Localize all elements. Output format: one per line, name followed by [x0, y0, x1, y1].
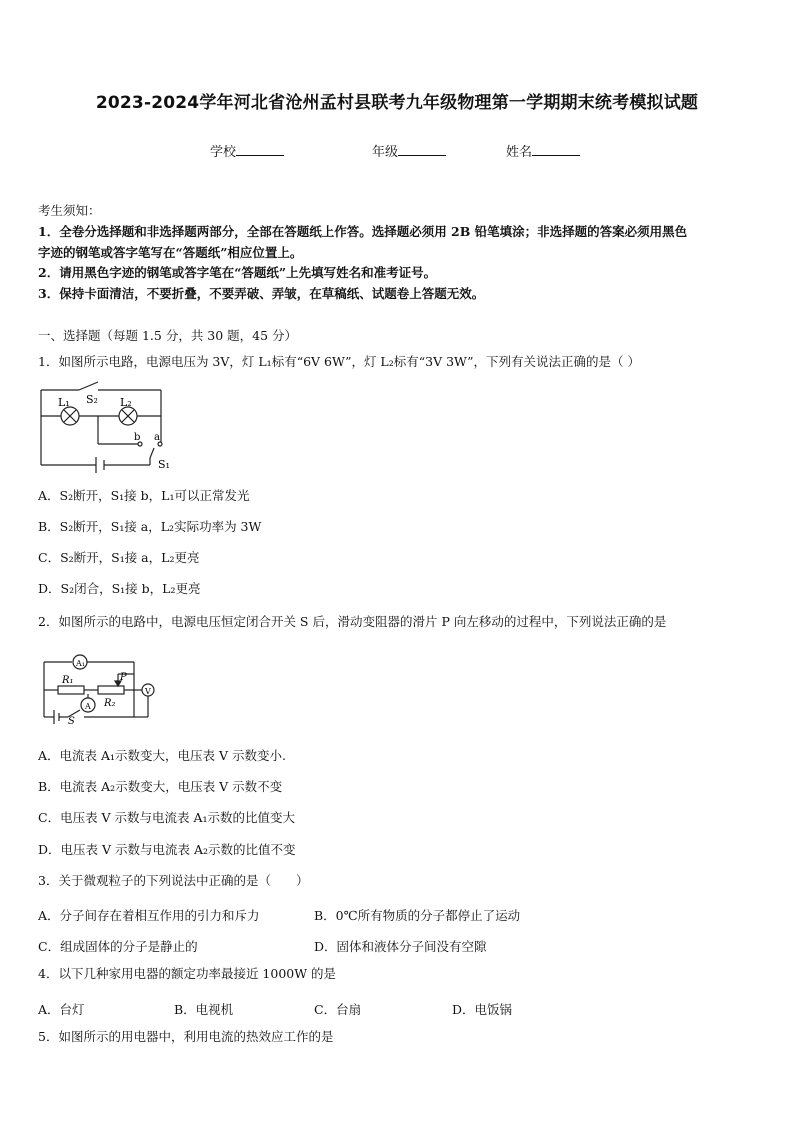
grade-field — [372, 141, 446, 160]
q2-stem: 2．如图所示的电路中，电源电压恒定闭合开关 S 后，滑动变阻器的滑片 P 向左移动的过程中，下列说法正确的是 — [38, 614, 667, 629]
q2-label-v: V — [145, 687, 151, 696]
section-heading: 一、选择题（每题 1.5 分，共 30 题，45 分） — [38, 328, 298, 343]
q2-label-s: S — [68, 716, 75, 724]
q4-option-a[interactable]: A．台灯 — [38, 1002, 85, 1017]
q2-option-d[interactable]: D．电压表 V 示数与电流表 A₂示数的比值不变 — [38, 842, 296, 857]
q3-option-b[interactable]: B．0℃所有物质的分子都停止了运动 — [314, 908, 521, 923]
school-label: 学校 — [210, 145, 237, 160]
notice-item-3: 3．保持卡面清洁，不要折叠，不要弄破、弄皱，在草稿纸、试题卷上答题无效。 — [38, 286, 485, 301]
q1-stem: 1．如图所示电路，电源电压为 3V，灯 L₁标有“6V 6W”，灯 L₂标有“3V 3W”，下列有关说法正确的是（ ） — [38, 354, 640, 369]
q2-option-c[interactable]: C．电压表 V 示数与电流表 A₁示数的比值变大 — [38, 810, 296, 825]
school-blank[interactable] — [236, 143, 284, 156]
q1-option-d[interactable]: D．S₂闭合，S₁接 b，L₂更亮 — [38, 581, 201, 596]
q3-option-a[interactable]: A．分子间存在着相互作用的引力和斥力 — [38, 908, 260, 923]
grade-blank[interactable] — [398, 143, 446, 156]
name-blank[interactable] — [532, 143, 580, 156]
school-field — [210, 141, 284, 160]
q4-option-c[interactable]: C．台扇 — [314, 1002, 362, 1017]
q1-circuit-figure — [36, 378, 176, 476]
q2-circuit-figure — [38, 650, 156, 724]
q2-option-a[interactable]: A．电流表 A₁示数变大，电压表 V 示数变小. — [38, 748, 286, 763]
q2-label-a1: A₁ — [76, 659, 85, 668]
q4-stem: 4．以下几种家用电器的额定功率最接近 1000W 的是 — [38, 966, 337, 981]
q1-label-l1: L₁ — [58, 396, 70, 409]
q2-label-a2: A — [85, 702, 91, 711]
q1-label-b: b — [134, 432, 141, 443]
name-field — [506, 141, 580, 160]
exam-title: 2023-2024学年河北省沧州孟村县联考九年级物理第一学期期末统考模拟试题 — [95, 93, 699, 113]
q1-label-l2: L₂ — [120, 396, 132, 409]
notice-item-1-cont: 字迹的钢笔或答字笔写在“答题纸”相应位置上。 — [38, 245, 303, 260]
q4-option-b[interactable]: B．电视机 — [174, 1002, 234, 1017]
q1-option-a[interactable]: A．S₂断开，S₁接 b，L₁可以正常发光 — [38, 488, 250, 503]
q2-option-b[interactable]: B．电流表 A₂示数变大，电压表 V 示数不变 — [38, 779, 283, 794]
q3-stem: 3．关于微观粒子的下列说法中正确的是（ ） — [38, 873, 309, 888]
q1-label-s2: S₂ — [86, 393, 98, 406]
q3-option-d[interactable]: D．固体和液体分子间没有空隙 — [314, 939, 487, 954]
q1-label-s1: S₁ — [158, 458, 170, 471]
q5-stem: 5．如图所示的用电器中，利用电流的热效应工作的是 — [38, 1029, 334, 1044]
q2-label-r2: R₂ — [104, 698, 116, 709]
q3-option-c[interactable]: C．组成固体的分子是静止的 — [38, 939, 198, 954]
q1-option-c[interactable]: C．S₂断开，S₁接 a，L₂更亮 — [38, 550, 200, 565]
notice-heading: 考生须知： — [38, 203, 101, 218]
notice-item-2: 2．请用黑色字迹的钢笔或答字笔在“答题纸”上先填写姓名和准考证号。 — [38, 265, 437, 280]
q2-label-r1: R₁ — [62, 675, 74, 686]
notice-item-1: 1．全卷分选择题和非选择题两部分，全部在答题纸上作答。选择题必须用 2B 铅笔填涂；非选择题的答案必须用黑色 — [38, 224, 688, 239]
grade-label: 年级 — [372, 145, 399, 160]
q1-label-a: a — [154, 432, 160, 443]
q2-label-p: P — [120, 672, 127, 683]
q4-option-d[interactable]: D．电饭锅 — [452, 1002, 513, 1017]
name-label: 姓名 — [506, 145, 533, 160]
q1-option-b[interactable]: B．S₂断开，S₁接 a，L₂实际功率为 3W — [38, 519, 262, 534]
